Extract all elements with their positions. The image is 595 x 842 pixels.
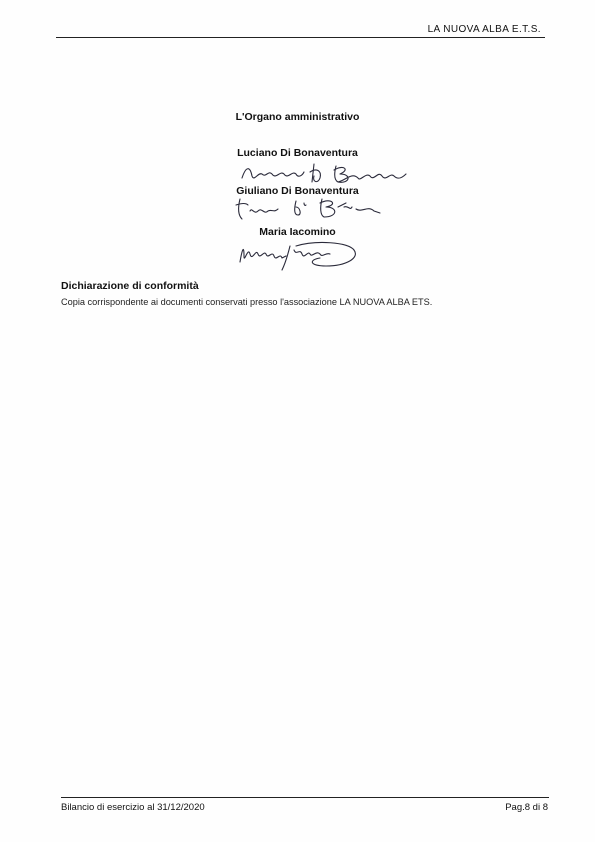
footer-document-title: Bilancio di esercizio al 31/12/2020 — [61, 802, 205, 813]
footer-page-number: Pag.8 di 8 — [505, 802, 548, 813]
header-divider — [56, 37, 545, 38]
signature-maria — [236, 236, 366, 272]
declaration-text: Copia corrispondente ai documenti conservati presso l'associazione LA NUOVA ALBA ETS. — [61, 297, 433, 307]
section-title: L'Organo amministrativo — [235, 111, 360, 123]
signer-name-2: Giuliano Di Bonaventura — [236, 185, 359, 197]
signer-name-3: Maria Iacomino — [259, 226, 336, 238]
declaration-title: Dichiarazione di conformità — [61, 280, 199, 292]
signature-giuliano — [234, 193, 384, 223]
header-organization: LA NUOVA ALBA E.T.S. — [427, 24, 541, 35]
signature-luciano — [240, 158, 410, 188]
footer-divider — [61, 797, 549, 798]
signer-name-1: Luciano Di Bonaventura — [237, 147, 358, 159]
